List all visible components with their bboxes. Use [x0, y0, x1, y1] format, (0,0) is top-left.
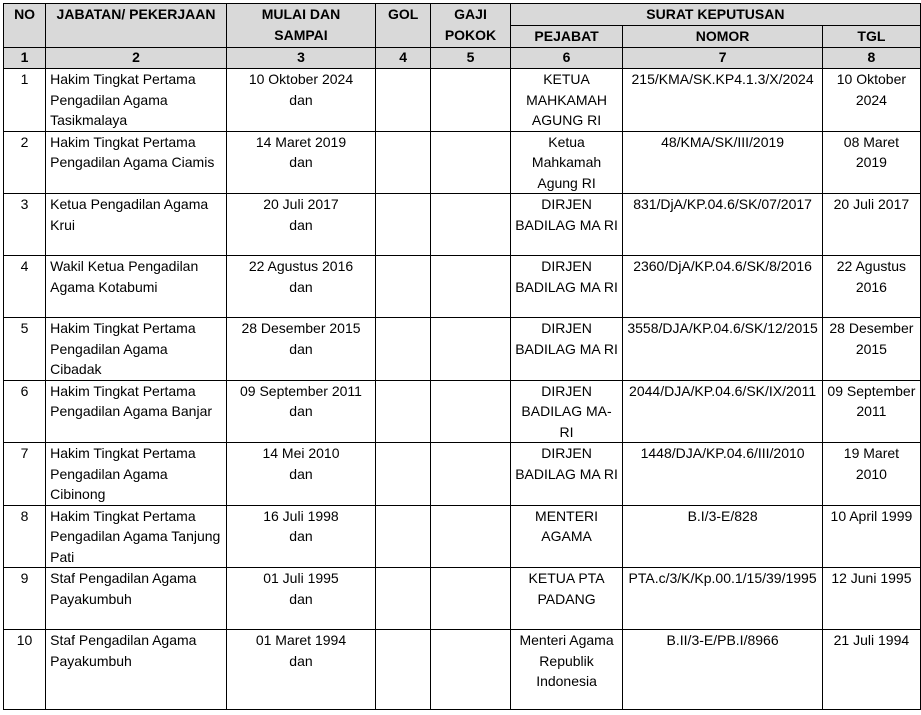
mulai-date: 20 Juli 2017: [263, 196, 339, 212]
cell-no: 2: [4, 131, 46, 194]
table-body: [4, 69, 921, 710]
cell-jabatan: Hakim Tingkat Pertama Pengadilan Agama Banjar: [46, 380, 227, 443]
mulai-date: 14 Mei 2010: [262, 445, 340, 461]
mulai-date: 01 Juli 1995: [263, 570, 339, 586]
cell-gol: [376, 443, 431, 506]
sampai-text: dan: [289, 403, 313, 419]
column-number: 5: [431, 48, 510, 69]
sampai-text: dan: [289, 528, 313, 544]
header-gaji-line2: POKOK: [444, 26, 497, 43]
header-row-1: [4, 4, 921, 26]
sampai-text: dan: [289, 340, 313, 357]
cell-tgl: 21 Juli 1994: [822, 630, 920, 710]
cell-jabatan: Hakim Tingkat Pertama Pengadilan Agama Tasikmalaya: [46, 69, 227, 132]
cell-no: 6: [4, 380, 46, 443]
column-number: 2: [46, 48, 227, 69]
cell-pejabat: DIRJEN BADILAG MA RI: [510, 318, 623, 381]
cell-tgl: 09 September 2011: [822, 380, 920, 443]
header-no: NO: [4, 4, 46, 48]
column-number-row: [4, 48, 921, 69]
sampai-text: dan: [289, 154, 313, 170]
riwayat-jabatan-table: [3, 3, 921, 710]
sampai-text: dan: [289, 278, 313, 295]
cell-no: 8: [4, 505, 46, 568]
column-number: 6: [510, 48, 623, 69]
cell-gaji-pokok: [431, 505, 510, 568]
header-pejabat: PEJABAT: [510, 26, 623, 48]
cell-pejabat: KETUA MAHKAMAH AGUNG RI: [510, 69, 623, 132]
header-jabatan: JABATAN/ PEKERJAAN: [46, 4, 227, 48]
cell-gaji-pokok: [431, 131, 510, 194]
mulai-date: 14 Maret 2019: [255, 133, 347, 150]
cell-gaji-pokok: [431, 256, 510, 318]
cell-pejabat: DIRJEN BADILAG MA RI: [510, 256, 623, 318]
cell-pejabat: Ketua Mahkamah Agung RI: [510, 131, 623, 194]
cell-nomor: B.II/3-E/PB.I/8966: [623, 630, 822, 710]
cell-nomor: 1448/DJA/KP.04.6/III/2010: [623, 443, 822, 506]
mulai-date: 01 Maret 1994: [255, 632, 347, 648]
cell-nomor: 48/KMA/SK/III/2019: [623, 131, 822, 194]
cell-gaji-pokok: [431, 69, 510, 132]
cell-jabatan: Staf Pengadilan Agama Payakumbuh: [46, 568, 227, 630]
mulai-date: 10 Oktober 2024: [248, 71, 354, 87]
cell-gol: [376, 256, 431, 318]
cell-tgl: 10 Oktober 2024: [822, 69, 920, 132]
cell-nomor: 2360/DjA/KP.04.6/SK/8/2016: [623, 256, 822, 318]
cell-no: 9: [4, 568, 46, 630]
cell-gaji-pokok: [431, 568, 510, 630]
sampai-text: dan: [289, 465, 313, 482]
cell-no: 1: [4, 69, 46, 132]
cell-tgl: 28 Desember 2015: [822, 318, 920, 381]
column-number: 8: [822, 48, 920, 69]
cell-gol: [376, 630, 431, 710]
cell-no: 4: [4, 256, 46, 318]
table-row: [4, 194, 921, 256]
table-header: [4, 4, 921, 69]
cell-nomor: 215/KMA/SK.KP4.1.3/X/2024: [623, 69, 822, 132]
cell-gaji-pokok: [431, 443, 510, 506]
header-mulai-sampai: [226, 4, 375, 48]
cell-gaji-pokok: [431, 380, 510, 443]
cell-jabatan: Staf Pengadilan Agama Payakumbuh: [46, 630, 227, 710]
cell-pejabat: DIRJEN BADILAG MA RI: [510, 194, 623, 256]
cell-pejabat: DIRJEN BADILAG MA-RI: [510, 380, 623, 443]
cell-nomor: 3558/DJA/KP.04.6/SK/12/2015: [623, 318, 822, 381]
mulai-date: 09 September 2011: [240, 382, 362, 399]
cell-mulai-sampai: [226, 630, 375, 710]
column-number: 3: [226, 48, 375, 69]
cell-jabatan: Ketua Pengadilan Agama Krui: [46, 194, 227, 256]
cell-gaji-pokok: [431, 318, 510, 381]
table-row: [4, 443, 921, 506]
table-row: [4, 131, 921, 194]
cell-tgl: 22 Agustus 2016: [822, 256, 920, 318]
cell-gol: [376, 380, 431, 443]
cell-pejabat: MENTERI AGAMA: [510, 505, 623, 568]
header-mulai-line1: MULAI DAN: [261, 6, 341, 22]
header-gaji-line1: GAJI: [454, 6, 487, 22]
cell-no: 5: [4, 318, 46, 381]
cell-mulai-sampai: [226, 131, 375, 194]
cell-no: 10: [4, 630, 46, 710]
cell-nomor: 831/DjA/KP.04.6/SK/07/2017: [623, 194, 822, 256]
cell-mulai-sampai: [226, 69, 375, 132]
cell-gaji-pokok: [431, 194, 510, 256]
cell-gol: [376, 568, 431, 630]
mulai-date: 16 Juli 1998: [263, 507, 339, 524]
table-row: [4, 69, 921, 132]
table-row: [4, 505, 921, 568]
table-row: [4, 256, 921, 318]
cell-pejabat: DIRJEN BADILAG MA RI: [510, 443, 623, 506]
header-nomor: NOMOR: [623, 26, 822, 48]
table-row: [4, 380, 921, 443]
cell-mulai-sampai: [226, 380, 375, 443]
table-row: [4, 630, 921, 710]
cell-no: 3: [4, 194, 46, 256]
header-surat-keputusan: SURAT KEPUTUSAN: [510, 4, 920, 26]
cell-mulai-sampai: [226, 256, 375, 318]
cell-mulai-sampai: [226, 318, 375, 381]
cell-mulai-sampai: [226, 194, 375, 256]
cell-tgl: 20 Juli 2017: [822, 194, 920, 256]
header-gol: GOL: [376, 4, 431, 48]
column-number: 1: [4, 48, 46, 69]
sampai-text: dan: [289, 216, 313, 233]
cell-gol: [376, 318, 431, 381]
mulai-date: 28 Desember 2015: [241, 320, 361, 336]
table-row: [4, 568, 921, 630]
cell-gol: [376, 131, 431, 194]
sampai-text: dan: [289, 91, 313, 108]
cell-tgl: 08 Maret 2019: [822, 131, 920, 194]
cell-tgl: 19 Maret 2010: [822, 443, 920, 506]
cell-jabatan: Hakim Tingkat Pertama Pengadilan Agama Cibinong: [46, 443, 227, 506]
cell-jabatan: Hakim Tingkat Pertama Pengadilan Agama Ciamis: [46, 131, 227, 194]
cell-mulai-sampai: [226, 505, 375, 568]
cell-nomor: B.I/3-E/828: [623, 505, 822, 568]
cell-nomor: 2044/DJA/KP.04.6/SK/IX/2011: [623, 380, 822, 443]
cell-jabatan: Hakim Tingkat Pertama Pengadilan Agama Tanjung Pati: [46, 505, 227, 568]
cell-gol: [376, 69, 431, 132]
sampai-text: dan: [289, 652, 313, 669]
cell-mulai-sampai: [226, 568, 375, 630]
column-number: 7: [623, 48, 822, 69]
cell-pejabat: Menteri Agama Republik Indonesia: [510, 630, 623, 710]
cell-pejabat: KETUA PTA PADANG: [510, 568, 623, 630]
cell-gaji-pokok: [431, 630, 510, 710]
cell-gol: [376, 505, 431, 568]
cell-tgl: 12 Juni 1995: [822, 568, 920, 630]
cell-mulai-sampai: [226, 443, 375, 506]
cell-tgl: 10 April 1999: [822, 505, 920, 568]
cell-jabatan: Wakil Ketua Pengadilan Agama Kotabumi: [46, 256, 227, 318]
table-row: [4, 318, 921, 381]
header-gaji-pokok: [431, 4, 510, 48]
header-mulai-line2: SAMPAI: [274, 26, 328, 43]
cell-gol: [376, 194, 431, 256]
cell-jabatan: Hakim Tingkat Pertama Pengadilan Agama Cibadak: [46, 318, 227, 381]
cell-no: 7: [4, 443, 46, 506]
cell-nomor: PTA.c/3/K/Kp.00.1/15/39/1995: [623, 568, 822, 630]
column-number: 4: [376, 48, 431, 69]
header-tgl: TGL: [822, 26, 920, 48]
mulai-date: 22 Agustus 2016: [248, 258, 354, 274]
sampai-text: dan: [289, 590, 313, 607]
